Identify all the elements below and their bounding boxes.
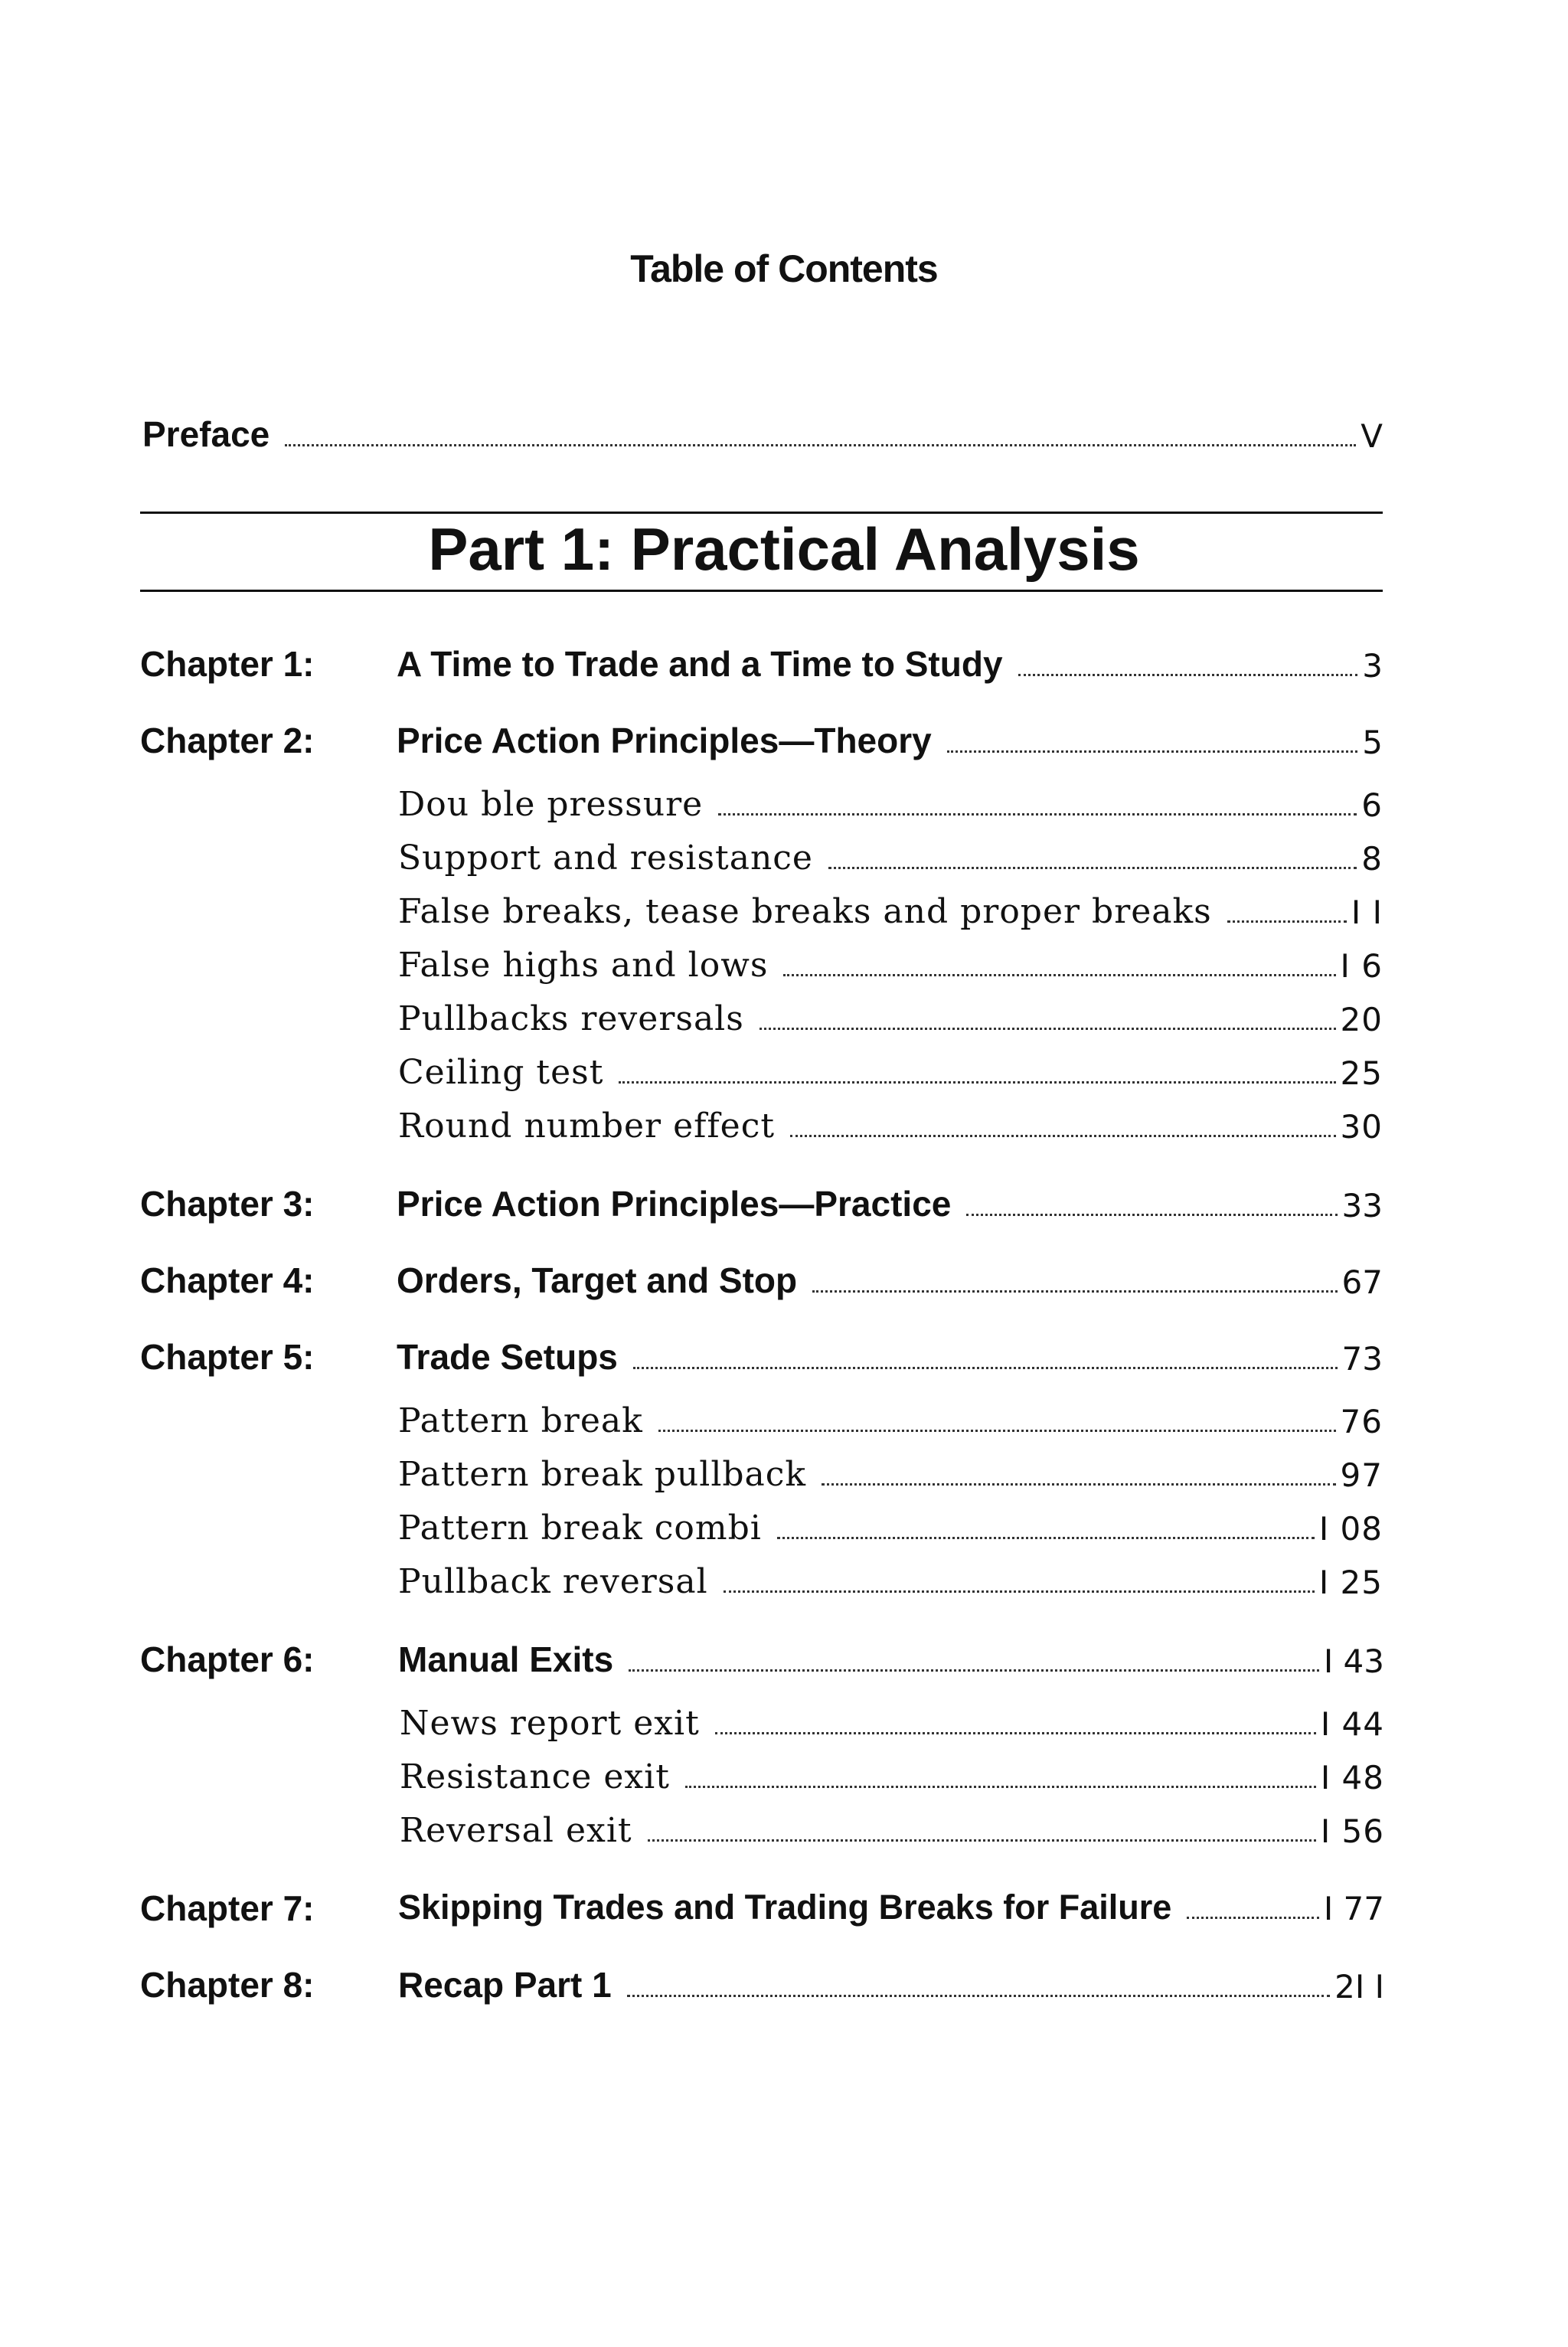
- page-number: 5: [1362, 724, 1383, 761]
- page-number: 73: [1341, 1340, 1383, 1378]
- entry-title: Pattern break combi: [398, 1509, 762, 1548]
- entry-title: A Time to Trade and a Time to Study: [397, 644, 1003, 684]
- dot-leader: [783, 974, 1335, 976]
- entry-title: Trade Setups: [397, 1337, 618, 1377]
- entry-title: Price Action Principles—Practice: [397, 1184, 952, 1224]
- part-rule-bottom: [140, 590, 1383, 592]
- chapter-label: Chapter 8:: [140, 1965, 315, 2005]
- toc-entry-section[interactable]: [398, 1053, 1383, 1092]
- dot-leader: [1018, 674, 1358, 676]
- page-number: 2I I: [1334, 1968, 1384, 2005]
- page-number: I 44: [1320, 1705, 1384, 1743]
- toc-entry-section[interactable]: [398, 946, 1383, 985]
- dot-leader: [633, 1367, 1338, 1369]
- dot-leader: [629, 1669, 1319, 1672]
- dot-leader: [619, 1081, 1335, 1084]
- dot-leader: [715, 1732, 1316, 1734]
- dot-leader: [685, 1786, 1316, 1788]
- entry-title: Ceiling test: [398, 1053, 604, 1092]
- part-title: Part 1: Practical Analysis: [428, 515, 1140, 583]
- page-number: I 48: [1320, 1759, 1384, 1796]
- dot-leader: [966, 1214, 1337, 1216]
- chapter-label: Chapter 5:: [140, 1337, 315, 1377]
- toc-entry-section[interactable]: [398, 892, 1383, 931]
- dot-leader: [947, 750, 1358, 753]
- entry-title: News report exit: [400, 1704, 700, 1743]
- page-number: I 56: [1320, 1813, 1384, 1850]
- toc-entry-section[interactable]: [400, 1811, 1384, 1850]
- page-number: I I: [1351, 894, 1383, 931]
- entry-title: Recap Part 1: [398, 1965, 612, 2005]
- toc-entry-chapter-2[interactable]: [397, 720, 1383, 761]
- chapter-label: Chapter 4:: [140, 1260, 315, 1300]
- part-rule-top: [140, 512, 1383, 514]
- dot-leader: [724, 1590, 1315, 1593]
- entry-title: Pattern break: [398, 1401, 643, 1440]
- toc-entry-section[interactable]: [398, 838, 1383, 878]
- page-title: Table of Contents: [630, 247, 938, 290]
- toc-entry-chapter-1[interactable]: [397, 643, 1383, 685]
- entry-title: Preface: [142, 414, 270, 454]
- dot-leader: [718, 813, 1357, 816]
- entry-title: Price Action Principles—Theory: [397, 721, 932, 760]
- page-number: 33: [1341, 1187, 1383, 1224]
- toc-entry-chapter-6[interactable]: [398, 1639, 1384, 1680]
- toc-entry-section[interactable]: [400, 1757, 1384, 1796]
- entry-title: Support and resistance: [398, 838, 813, 878]
- toc-entry-chapter-5[interactable]: [397, 1336, 1383, 1378]
- chapter-label: Chapter 2:: [140, 721, 315, 760]
- dot-leader: [777, 1537, 1315, 1539]
- dot-leader: [627, 1995, 1330, 1997]
- toc-entry-section[interactable]: [398, 1455, 1383, 1494]
- dot-leader: [1227, 920, 1347, 923]
- toc-entry-chapter-7[interactable]: [398, 1888, 1384, 1927]
- chapter-label: Chapter 3:: [140, 1184, 315, 1224]
- dot-leader: [828, 867, 1357, 869]
- page-number: I 43: [1323, 1643, 1384, 1680]
- entry-title: False breaks, tease breaks and proper breaks: [398, 892, 1212, 931]
- dot-leader: [790, 1135, 1336, 1137]
- page-number: 25: [1340, 1054, 1383, 1092]
- entry-title: Skipping Trades and Trading Breaks for Failure: [398, 1888, 1172, 1927]
- toc-entry-section[interactable]: [398, 1401, 1383, 1440]
- dot-leader: [812, 1290, 1337, 1293]
- toc-entry-section[interactable]: [398, 785, 1383, 824]
- page-number: 30: [1340, 1108, 1383, 1146]
- toc-entry-section[interactable]: [400, 1704, 1384, 1743]
- page-number: 6: [1361, 786, 1383, 824]
- entry-title: Pattern break pullback: [398, 1455, 807, 1494]
- toc-entry-chapter-4[interactable]: [397, 1260, 1383, 1301]
- page-number: 8: [1361, 840, 1383, 878]
- dot-leader: [822, 1483, 1335, 1486]
- toc-entry-chapter-3[interactable]: [397, 1183, 1383, 1224]
- entry-title: Round number effect: [398, 1106, 776, 1146]
- toc-entry-chapter-8[interactable]: [398, 1964, 1384, 2005]
- page-number: I 25: [1318, 1564, 1383, 1601]
- page-number: V: [1361, 417, 1383, 455]
- entry-title: Resistance exit: [400, 1757, 670, 1796]
- toc-entry-section[interactable]: [398, 1106, 1383, 1146]
- chapter-label: Chapter 1:: [140, 644, 315, 684]
- page-number: I 6: [1340, 947, 1383, 985]
- entry-title: Manual Exits: [398, 1639, 614, 1679]
- page-number: 20: [1340, 1001, 1383, 1038]
- entry-title: Reversal exit: [400, 1811, 632, 1850]
- chapter-label: Chapter 7:: [140, 1888, 315, 1928]
- toc-entry-section[interactable]: [398, 1509, 1383, 1548]
- toc-entry-section[interactable]: [398, 1562, 1383, 1601]
- entry-title: Pullback reversal: [398, 1562, 708, 1601]
- dot-leader: [658, 1430, 1336, 1432]
- toc-entry-section[interactable]: [398, 999, 1383, 1038]
- dot-leader: [760, 1028, 1336, 1030]
- page-number: I 08: [1318, 1510, 1383, 1548]
- entry-title: Orders, Target and Stop: [397, 1260, 798, 1300]
- entry-title: False highs and lows: [398, 946, 769, 985]
- page-number: 67: [1341, 1263, 1383, 1301]
- dot-leader: [285, 444, 1356, 446]
- entry-title: Pullbacks reversals: [398, 999, 744, 1038]
- page-number: 3: [1362, 647, 1383, 685]
- dot-leader: [1187, 1917, 1319, 1919]
- chapter-label: Chapter 6:: [140, 1639, 315, 1679]
- page-number: 76: [1340, 1403, 1383, 1440]
- dot-leader: [648, 1839, 1316, 1842]
- toc-entry-preface[interactable]: [142, 414, 1383, 455]
- page-number: 97: [1340, 1456, 1383, 1494]
- page-number: I 77: [1323, 1890, 1384, 1927]
- entry-title: Dou ble pressure: [398, 785, 704, 824]
